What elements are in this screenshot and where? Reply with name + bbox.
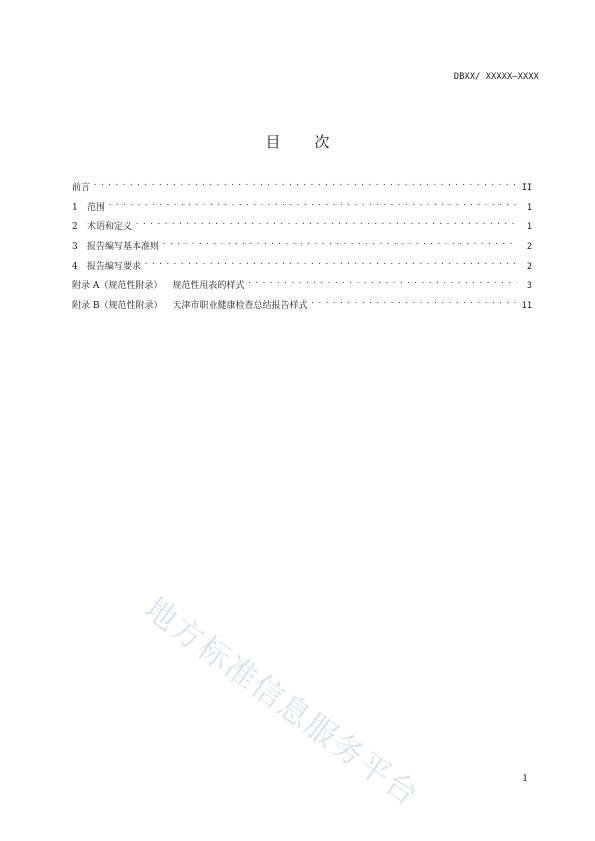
toc-entry-label: 范围	[87, 202, 106, 213]
toc-entry-page: 11	[521, 301, 532, 312]
document-code: DBXX/ XXXXX—XXXX	[453, 72, 539, 82]
dot-leader	[311, 298, 518, 308]
toc-entry-number: 2	[72, 222, 78, 233]
toc-title: 目次	[265, 133, 364, 151]
toc-entry-appendix-b[interactable]	[72, 298, 532, 318]
watermark: 地方标准信息服务平台	[137, 590, 426, 814]
toc-entry-number: 1	[72, 202, 78, 213]
table-of-contents	[72, 180, 532, 318]
toc-entry-page: 3	[526, 281, 532, 292]
dot-leader	[93, 180, 517, 190]
toc-entry-label: 附录 A（规范性附录）	[72, 281, 163, 292]
toc-entry-label: 术语和定义	[87, 222, 133, 233]
toc-entry-page: II	[521, 183, 532, 193]
toc-entry-scope[interactable]	[72, 200, 532, 220]
dot-leader	[247, 278, 517, 288]
dot-leader	[108, 200, 517, 210]
toc-entry-number: 4	[72, 261, 78, 272]
toc-entry-appendix-a[interactable]	[72, 278, 532, 298]
toc-entry-label: 附录 B（规范性附录）	[72, 301, 163, 312]
toc-entry-principles[interactable]	[72, 239, 532, 259]
toc-entry-label: 报告编写要求	[87, 261, 142, 272]
toc-entry-page: 1	[526, 202, 532, 213]
toc-entry-foreword[interactable]	[72, 180, 532, 200]
toc-entry-subtitle: 天津市职业健康检查总结报告样式	[172, 301, 308, 312]
dot-leader	[135, 219, 517, 229]
toc-entry-page: 2	[526, 261, 532, 272]
toc-entry-number: 3	[72, 242, 78, 253]
toc-entry-terms[interactable]	[72, 219, 532, 239]
toc-entry-page: 2	[526, 242, 532, 253]
toc-entry-label: 前言	[72, 183, 91, 193]
page-number: 1	[522, 774, 528, 784]
toc-entry-subtitle: 规范性用表的样式	[172, 281, 245, 292]
toc-entry-requirements[interactable]	[72, 259, 532, 279]
toc-entry-page: 1	[526, 222, 532, 233]
dot-leader	[144, 259, 517, 269]
dot-leader	[162, 239, 517, 249]
toc-entry-label: 报告编写基本准则	[87, 242, 160, 253]
